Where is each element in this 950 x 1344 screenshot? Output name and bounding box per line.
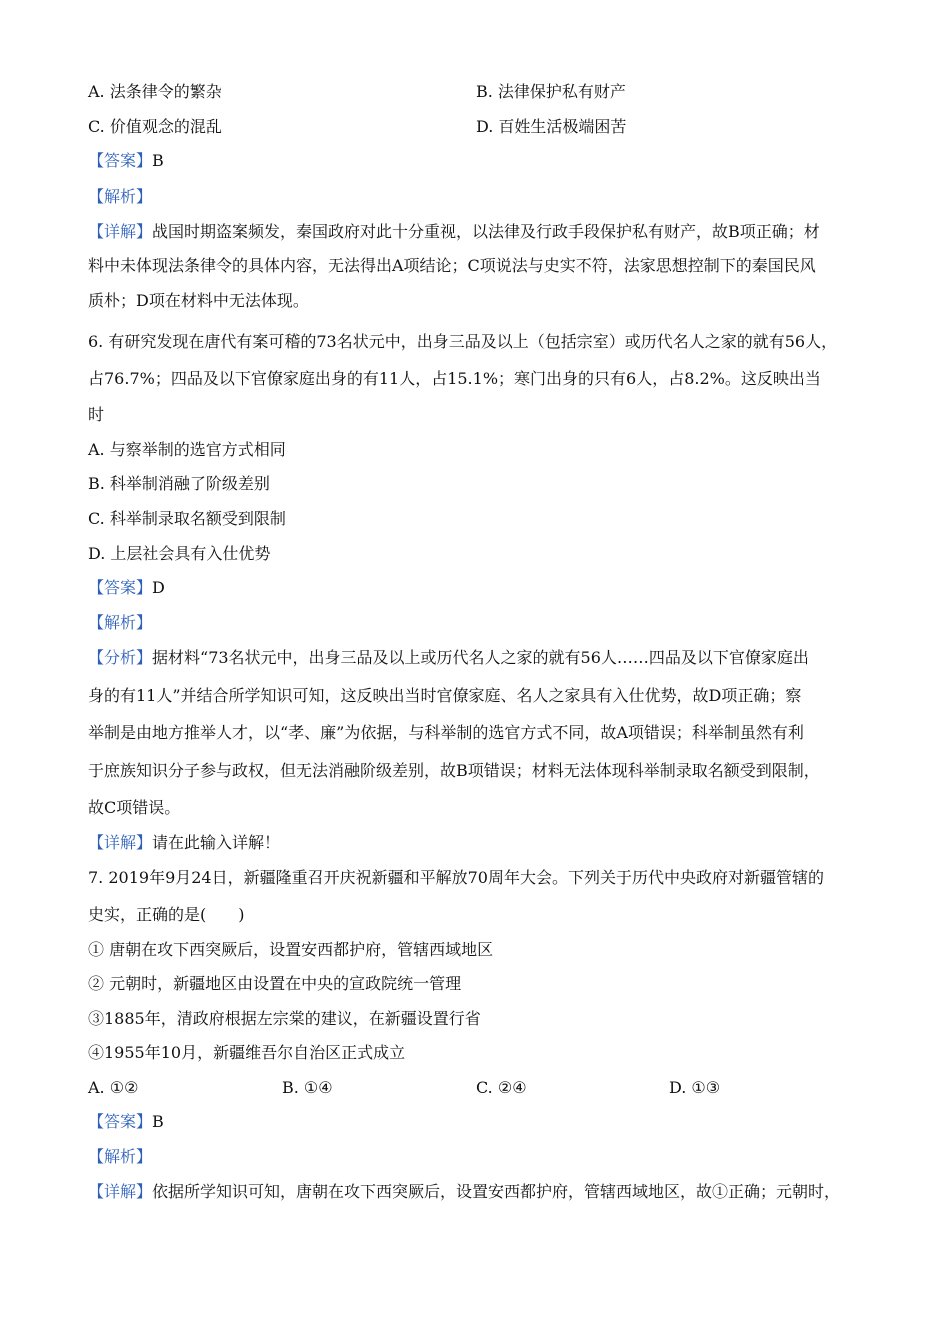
q7-analysis-tag: 【解析】: [88, 1147, 153, 1166]
q6-option-c: C. 科举制录取名额受到限制: [88, 509, 286, 528]
q6-option-a: A. 与察举制的选官方式相同: [88, 440, 286, 459]
answer-value: B: [152, 1112, 164, 1131]
q5-option-d: D. 百姓生活极端困苦: [476, 117, 627, 136]
q5-detail-line-3: 质朴；D项在材料中无法体现。: [88, 291, 309, 310]
q7-stem-line-1: 7. 2019年9月24日，新疆隆重召开庆祝新疆和平解放70周年大会。下列关于历代中央政府对新疆管辖的: [88, 868, 824, 887]
q5-option-a: A. 法条律令的繁杂: [88, 82, 222, 101]
q6-fenxi-line-2: 身的有11人”并结合所学知识可知，这反映出当时官僚家庭、名人之家具有入仕优势，故D项正确；察: [88, 686, 802, 705]
q6-analysis-tag: 【解析】: [88, 613, 153, 632]
answer-tag: 【答案】: [88, 578, 153, 597]
q7-option-a: A. ①②: [88, 1078, 139, 1097]
answer-tag: 【答案】: [88, 1112, 153, 1131]
detail-tag: 【详解】: [88, 222, 153, 241]
q5-option-b: B. 法律保护私有财产: [476, 82, 626, 101]
detail-tag: 【详解】: [88, 1182, 153, 1201]
q7-item-3: ③1885年，清政府根据左宗棠的建议，在新疆设置行省: [88, 1009, 481, 1028]
q7-option-d: D. ①③: [669, 1078, 721, 1097]
q7-option-c: C. ②④: [476, 1078, 527, 1097]
q7-item-2: ② 元朝时，新疆地区由设置在中央的宣政院统一管理: [88, 974, 462, 993]
answer-value: D: [152, 578, 165, 597]
detail-text: 依据所学知识可知，唐朝在攻下西突厥后，设置安西都护府，管辖西域地区，故①正确；元朝时，: [152, 1182, 841, 1201]
q6-answer-line: [88, 578, 165, 598]
q5-detail-line-1: [88, 222, 820, 242]
q7-item-4: ④1955年10月，新疆维吾尔自治区正式成立: [88, 1043, 406, 1062]
q7-answer-line: [88, 1112, 164, 1132]
q7-item-1: ① 唐朝在攻下西突厥后，设置安西都护府，管辖西域地区: [88, 940, 494, 959]
q6-stem-line-3: 时: [88, 405, 105, 424]
fenxi-tag: 【分析】: [88, 648, 153, 667]
detail-text: 请在此输入详解！: [152, 833, 281, 852]
answer-value: B: [152, 151, 164, 170]
q6-detail-line: [88, 833, 280, 853]
detail-tag: 【详解】: [88, 833, 153, 852]
q7-detail-line: [88, 1182, 840, 1202]
q5-option-c: C. 价值观念的混乱: [88, 117, 222, 136]
q6-option-b: B. 科举制消融了阶级差别: [88, 474, 270, 493]
q6-fenxi-line-3: 举制是由地方推举人才，以“孝、廉”为依据，与科举制的选官方式不同，故A项错误；科举制虽然有利: [88, 723, 804, 742]
fenxi-text: 据材料“73名状元中，出身三品及以上或历代名人之家的就有56人……四品及以下官僚家庭出: [152, 648, 809, 667]
q5-analysis-tag: 【解析】: [88, 187, 153, 206]
q7-stem-line-2: 史实，正确的是( ): [88, 905, 245, 924]
q6-stem-line-1: 6. 有研究发现在唐代有案可稽的73名状元中，出身三品及以上（包括宗室）或历代名人之家的就有56人，: [88, 332, 838, 351]
q5-detail-line-2: 料中未体现法条律令的具体内容，无法得出A项结论；C项说法与史实不符，法家思想控制下的秦国民风: [88, 256, 816, 275]
detail-text: 战国时期盗案频发，秦国政府对此十分重视，以法律及行政手段保护私有财产，故B项正确；材: [152, 222, 820, 241]
q5-answer-line: [88, 151, 164, 171]
q6-fenxi-line-5: 故C项错误。: [88, 798, 181, 817]
q7-option-b: B. ①④: [282, 1078, 333, 1097]
q6-fenxi-line-4: 于庶族知识分子参与政权，但无法消融阶级差别，故B项错误；材料无法体现科举制录取名额受到限制，: [88, 761, 820, 780]
q6-option-d: D. 上层社会具有入仕优势: [88, 544, 271, 563]
q6-fenxi-line-1: [88, 648, 809, 668]
answer-tag: 【答案】: [88, 151, 153, 170]
q6-stem-line-2: 占76.7%；四品及以下官僚家庭出身的有11人，占15.1%；寒门出身的只有6人，占8.2%。这反映出当: [88, 369, 821, 388]
